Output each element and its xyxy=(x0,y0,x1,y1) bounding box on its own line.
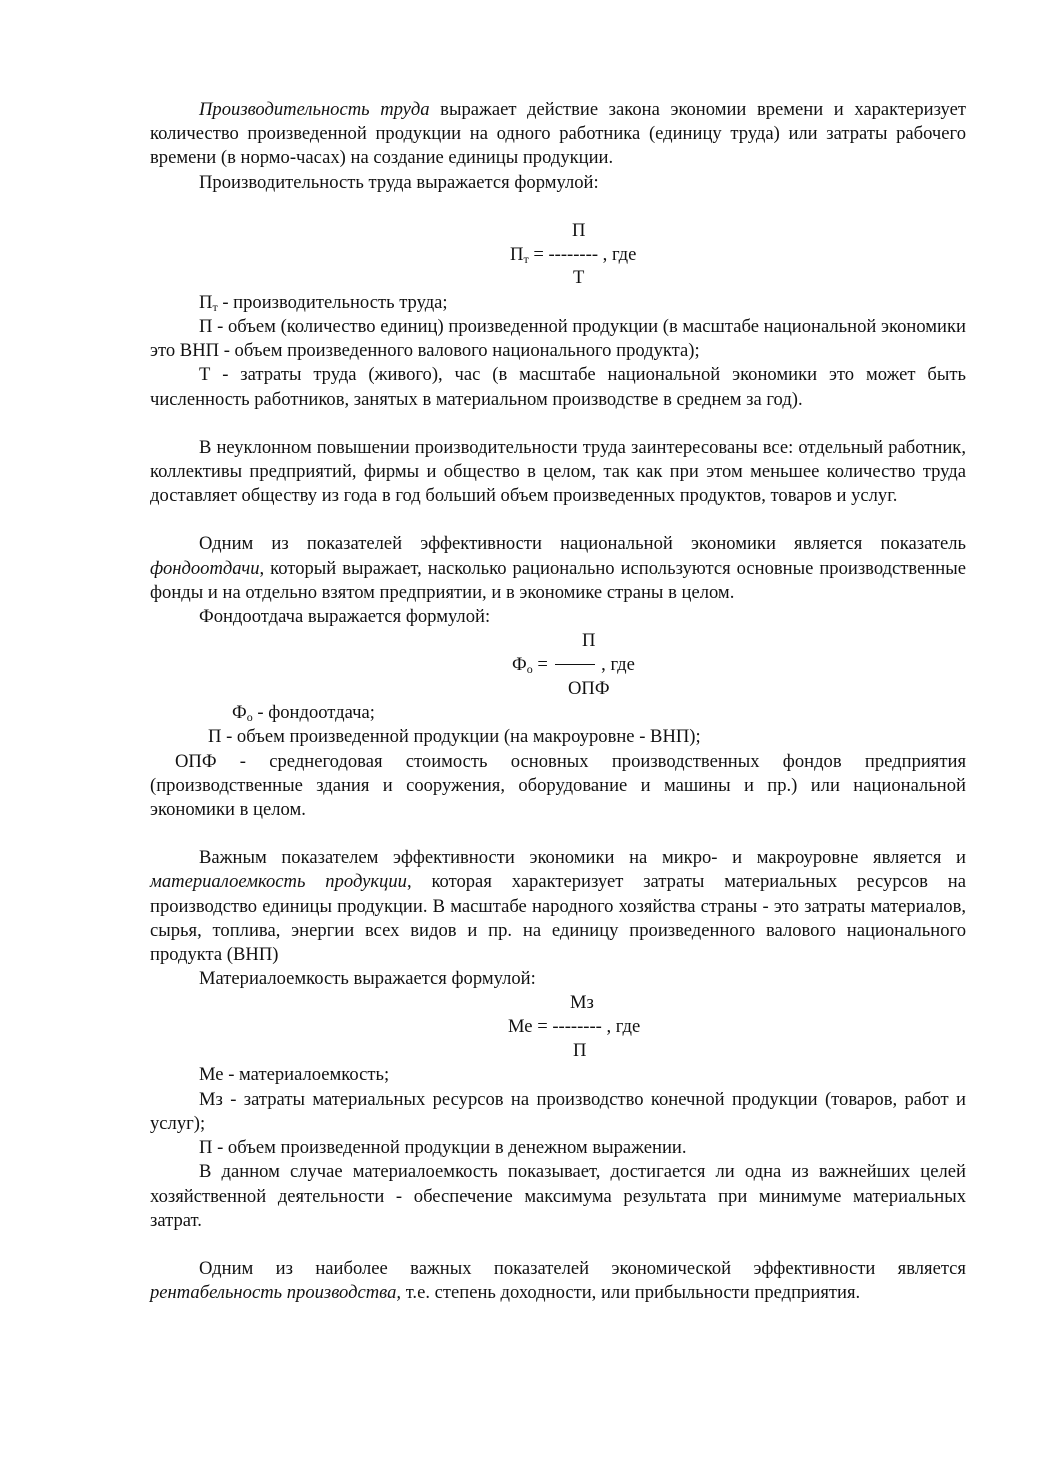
formula-lhs-subscript: т xyxy=(523,251,529,266)
formula-equation xyxy=(512,653,635,677)
paragraph-material-intensity xyxy=(150,846,966,967)
paragraph-capital-formula-intro: Фондоотдача выражается формулой: xyxy=(199,606,491,628)
formula-rhs: = -------- , где xyxy=(528,243,637,265)
paragraph-text: Важным показателем эффективности экономики на микро- и макроуровне является и xyxy=(199,847,966,869)
paragraph-productivity-formula-intro: Производительность труда выражается формулой: xyxy=(199,171,599,193)
paragraph-text: , которая характеризует затраты материальных ресурсов на производство единицы продукции. В масштабе народного хозяйства страны - это затраты материалов, сырья, топлива, энергии всех видов и пр. на единицу произведенного валового национального продукта (ВНП) xyxy=(150,871,966,966)
formula-rhs: , где xyxy=(596,654,635,676)
definition-output-money: П - объем произведенной продукции в денежном выражении. xyxy=(199,1137,687,1159)
definition-capital-productivity xyxy=(150,701,966,725)
definition-text: - фондоотдача; xyxy=(252,702,375,724)
paragraph-text: выражает действие закона экономии времени и характеризует количество произведенной продукции на одного работника (единицу труда) или затраты рабочего времени (в нормо-часах) на создание единицы продукции. xyxy=(150,99,966,169)
paragraph-text: , который выражает, насколько рационально используются основные производственные фонды и на отдельно взятом предприятии, и в экономике страны в целом. xyxy=(150,557,966,603)
paragraph-text: т.е. степень доходности, или прибыльности предприятия. xyxy=(401,1282,861,1304)
formula-denominator: Т xyxy=(573,266,585,288)
formula-capital-productivity xyxy=(150,629,966,701)
term-capital-productivity: фондоотдачи xyxy=(150,557,260,579)
formula-material-intensity xyxy=(150,991,966,1063)
formula-lhs: Ф xyxy=(512,654,527,676)
definition-symbol-subscript: т xyxy=(212,299,218,314)
formula-equals: = xyxy=(532,654,553,676)
definition-output-volume: П - объем произведенной продукции (на макроуровне - ВНП); xyxy=(208,726,701,748)
term-labor-productivity: Производительность труда xyxy=(199,99,430,120)
definition-symbol-subscript: о xyxy=(246,710,253,725)
formula-denominator: ОПФ xyxy=(568,678,610,700)
formula-denominator: П xyxy=(573,1040,587,1062)
definition-symbol: Ф xyxy=(232,702,247,724)
formula-lhs: П xyxy=(510,243,524,265)
paragraph-capital-productivity xyxy=(150,532,966,605)
formula-productivity xyxy=(150,195,966,288)
formula-numerator: П xyxy=(572,219,586,241)
paragraph-text: Одним из показателей эффективности национальной экономики является показатель xyxy=(199,533,966,555)
definition-material-intensity: Ме - материалоемкость; xyxy=(199,1064,390,1086)
definition-volume: П - объем (количество единиц) произведенной продукции (в масштабе национальной экономики это ВНП - объем произведенного валового национального продукта); xyxy=(150,316,966,362)
paragraph-productivity-interest: В неуклонном повышении производительности труда заинтересованы все: отдельный работник, коллективы предприятий, фирмы и общество в целом, так как при этом меньшее количество труда доставляет обществу из года в год больший объем произведенных продуктов, товаров и услуг. xyxy=(150,436,966,507)
term-material-intensity: материалоемкость продукции xyxy=(150,871,407,893)
formula-numerator: Мз xyxy=(570,992,594,1014)
paragraph-material-formula-intro: Материалоемкость выражается формулой: xyxy=(199,968,536,990)
formula-equation: Ме = -------- , где xyxy=(508,1016,641,1038)
definition-symbol: П xyxy=(199,291,213,313)
document-page xyxy=(150,98,966,1305)
paragraph-text: Одним из наиболее важных показателей экономической эффективности является xyxy=(199,1257,966,1279)
definition-labor-cost: Т - затраты труда (живого), час (в масштабе национальной экономики это может быть численность работников, занятых в материальном производстве в среднем за год). xyxy=(150,364,966,410)
definition-fixed-assets: ОПФ - среднегодовая стоимость основных производственных фондов предприятия (производственные здания и сооружения, оборудование и машины и пр.) или национальной экономики в целом. xyxy=(150,750,966,821)
paragraph-productivity-definition xyxy=(150,98,966,171)
formula-lhs-subscript: о xyxy=(526,662,533,677)
definition-text: - производительность труда; xyxy=(217,291,448,313)
definition-material-costs: Мз - затраты материальных ресурсов на производство конечной продукции (товаров, работ и услуг); xyxy=(150,1088,966,1134)
term-profitability: рентабельность производства, xyxy=(150,1282,402,1304)
formula-numerator: П xyxy=(582,630,596,652)
paragraph-material-meaning: В данном случае материалоемкость показывает, достигается ли одна из важнейших целей хозяйственной деятельности - обеспечение максимума результата при минимуме материальных затрат. xyxy=(150,1161,966,1231)
formula-equation xyxy=(510,243,636,267)
definition-productivity xyxy=(150,291,966,315)
paragraph-profitability xyxy=(150,1257,966,1305)
fraction-bar xyxy=(555,664,595,665)
